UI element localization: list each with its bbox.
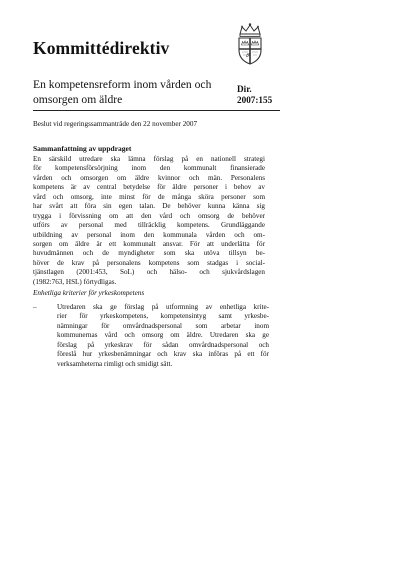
text-line: föreslå hur yrkesbenämningar och krav ska införas på ett för	[57, 350, 269, 359]
header-divider	[33, 110, 280, 111]
directive-subject	[33, 77, 223, 107]
summary-heading: Sammanfattning av uppdraget	[33, 144, 132, 153]
text-line: förslag på yrkeskrav för sådan omvårdnadspersonal och	[57, 340, 269, 349]
criteria-heading: Enhetliga kriterier för yrkeskompetens	[33, 289, 145, 297]
text-line: verksamheterna rimligt och smidigt sätt.	[57, 359, 173, 368]
text-line: huvudmännen och de myndigheter som ska utöva tillsyn be-	[33, 249, 265, 258]
subject-line: En kompetensreform inom vården och	[33, 78, 212, 91]
summary-paragraph	[33, 155, 265, 287]
text-line: utförs av personal med tillräcklig kompetens. Grundläggande	[33, 221, 265, 230]
text-line: för kompetensförsörjning inom den kommunalt finansierade	[33, 164, 265, 173]
directive-number	[237, 84, 272, 106]
dir-label: Dir.	[237, 84, 252, 94]
text-line: (1982:763, HSL) förtydligas.	[33, 277, 117, 286]
text-line: sorgen om äldre är ett kommunalt ansvar. För att underlätta för	[33, 239, 265, 248]
text-line: vården och omsorgen om äldre kvinnor och män. Personalens	[33, 173, 265, 182]
text-line: rier för yrkeskompetens, kompetensintyg samt yrkesbe-	[57, 312, 269, 321]
text-line: kommunernas vård och omsorg om äldre. Utredaren ska ge	[57, 331, 269, 340]
bullet-dash: –	[33, 303, 37, 311]
text-line: utbildning av personal inom den kommunala vården och om-	[33, 230, 265, 239]
text-line: En särskild utredare ska lämna förslag på en nationell strategi	[33, 155, 265, 163]
text-line: kompetens är av central betydelse för äldre personer i behov av	[33, 183, 265, 192]
decision-line: Beslut vid regeringssammanträde den 22 november 2007	[33, 120, 198, 128]
text-line: höver de krav på personalens kompetens som stadgas i social-	[33, 258, 265, 267]
text-line: Utredaren ska ge förslag på utformning av enhetliga krite-	[57, 303, 269, 311]
dir-number: 2007:155	[237, 95, 273, 105]
text-line: nämningar för omvårdnadspersonal som arbetar inom	[57, 321, 269, 330]
subject-line: omsorgen om äldre	[33, 93, 123, 106]
text-line: vård och omsorg, inte minst för de många sköra personer som	[33, 192, 265, 201]
text-line: tjänstlagen (2001:453, SoL) och hälso- och sjukvårdslagen	[33, 268, 265, 277]
bullet-text	[57, 303, 269, 369]
swedish-crest-icon	[232, 22, 268, 66]
text-line: trygga i förvissning om att den vård och omsorg de behöver	[33, 211, 265, 220]
document-type-title: Kommittédirektiv	[33, 38, 170, 58]
text-line: har svårt att föra sin egen talan. De behöver kunna känna sig	[33, 202, 265, 211]
